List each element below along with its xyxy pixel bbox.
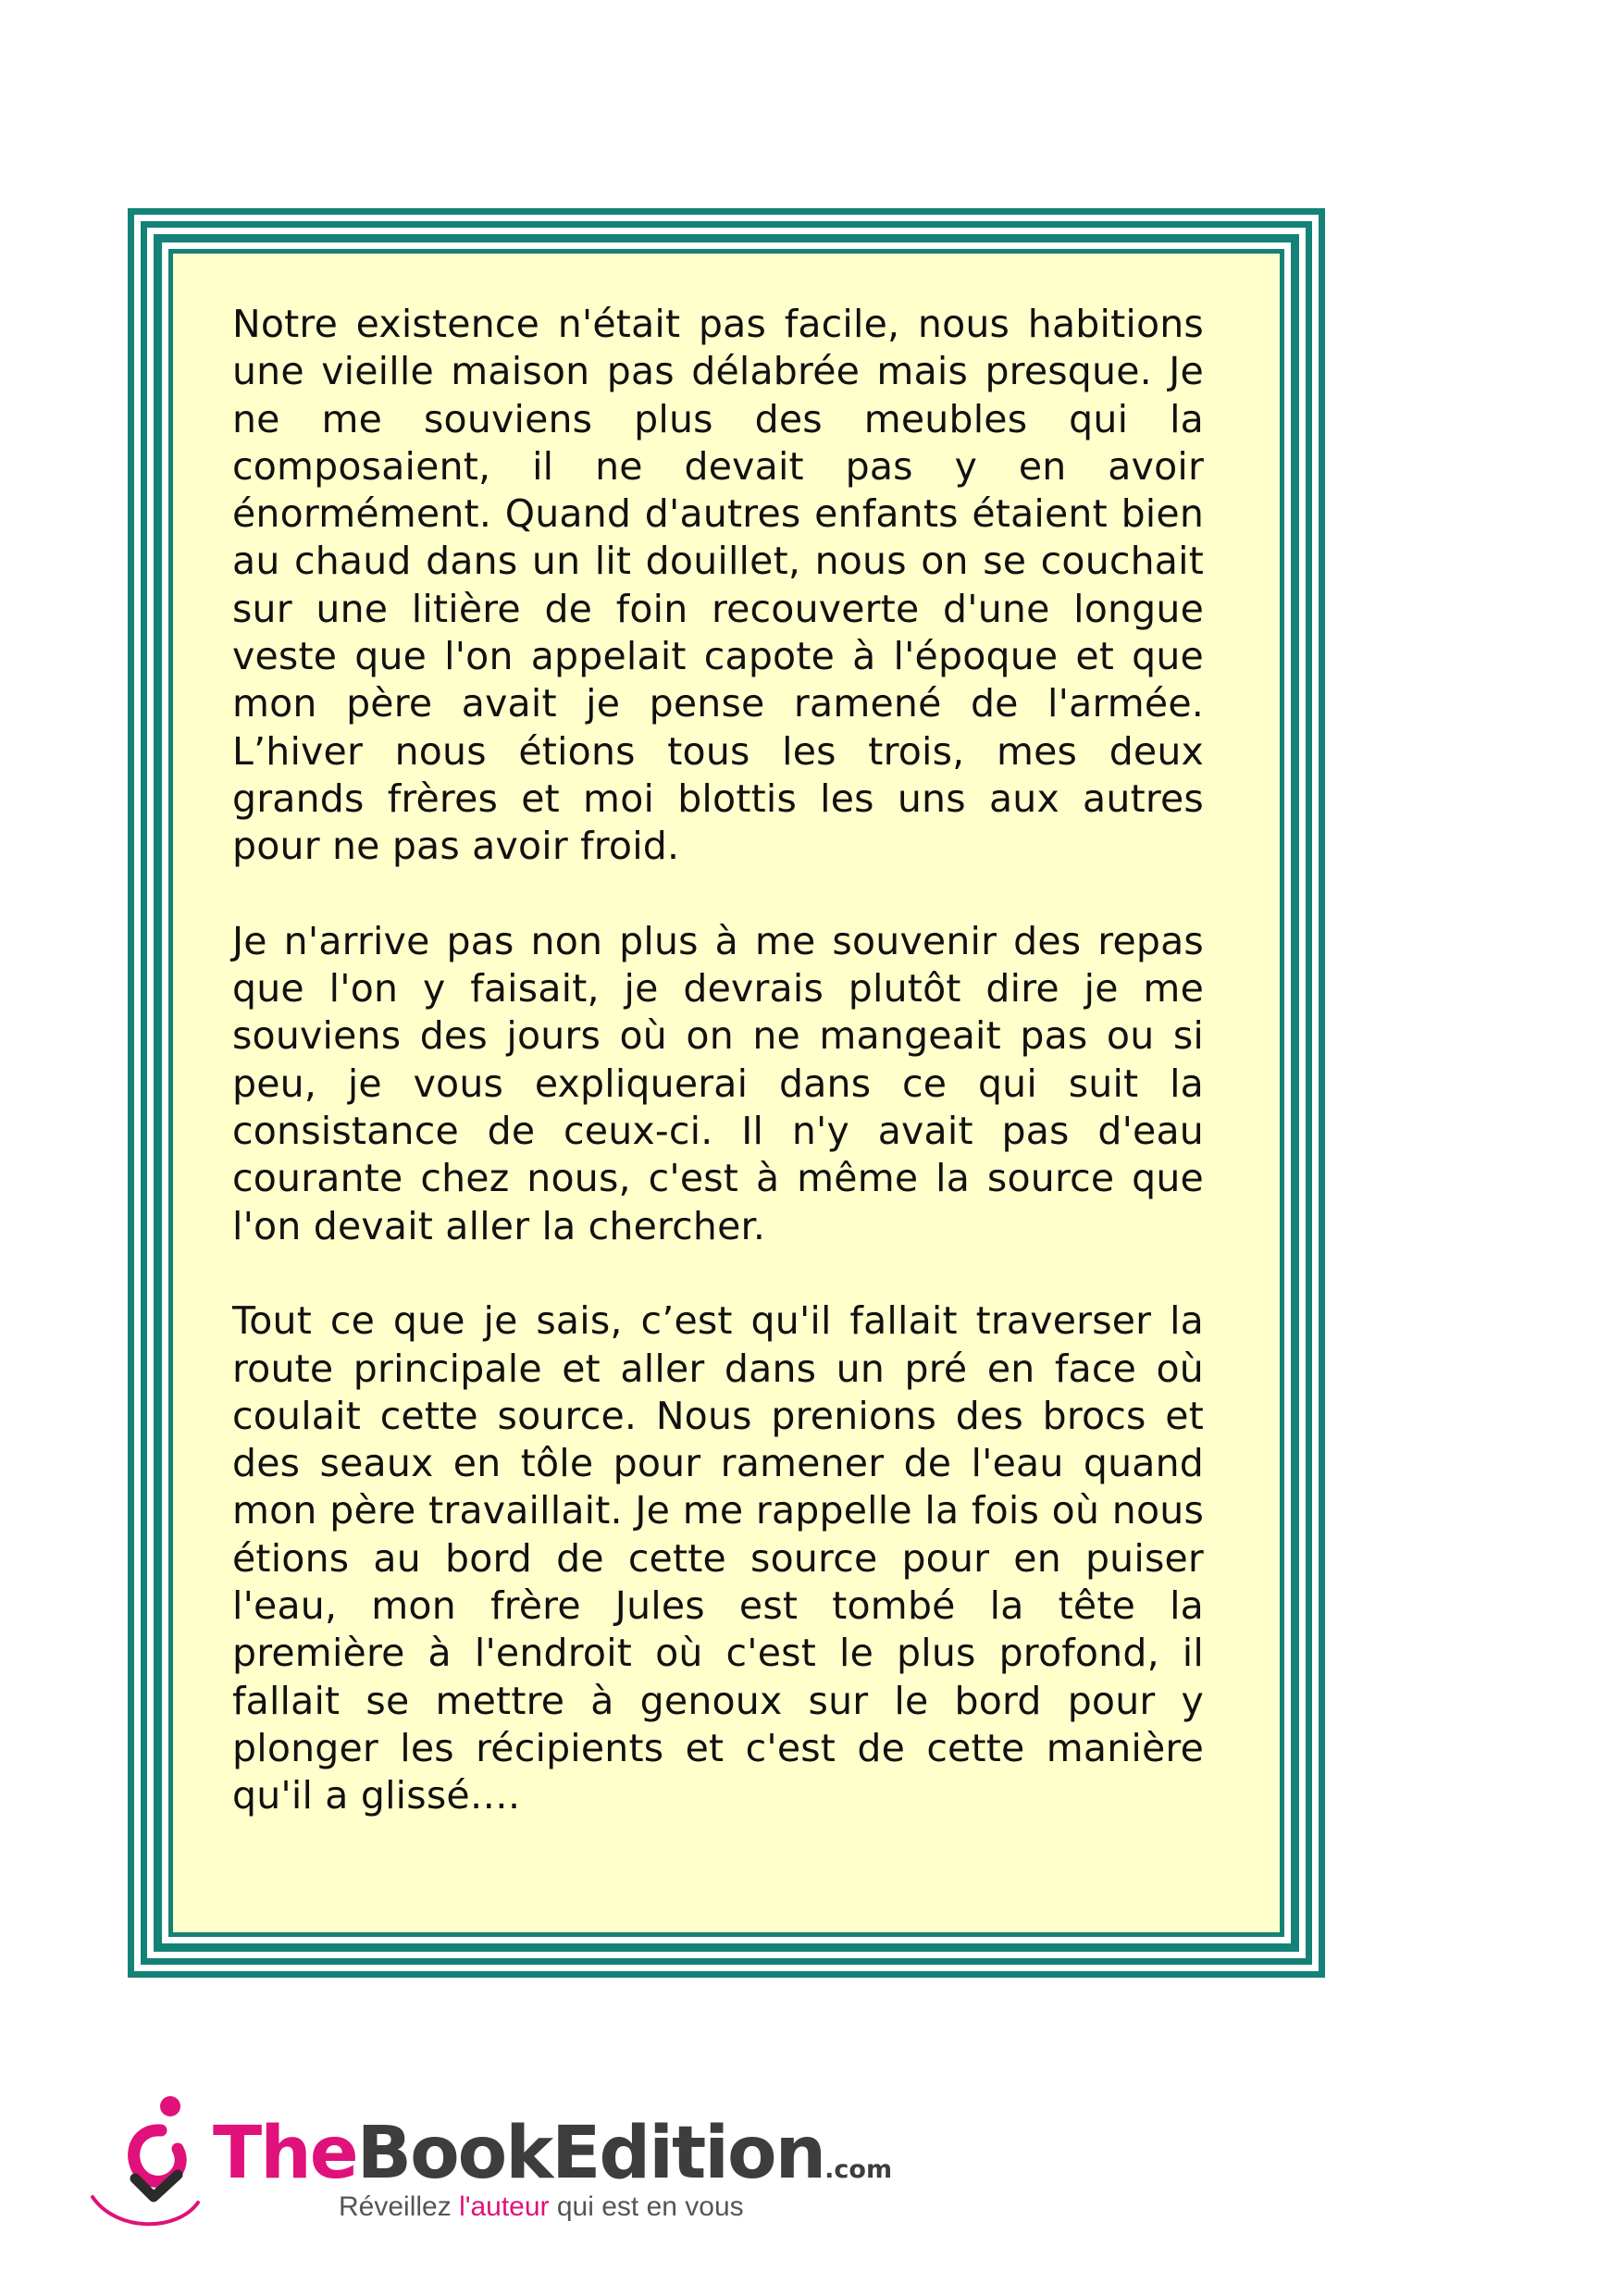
thebookedition-logo: [89, 2093, 893, 2241]
logo-word-bookedition: BookEdition: [356, 2112, 825, 2195]
story-text: [232, 301, 1204, 1820]
tagline-highlight: l'auteur: [459, 2191, 550, 2222]
paragraph-1: Notre existence n'était pas facile, nous habitions une vieille maison pas délabrée mais presque. Je ne me souviens plus des meubles qui la composaient, il ne devait pas y en avoir énormément. Quand d'autres enfants étaient bien au chaud dans un lit douillet, nous on se couchait sur une litière de foin recouverte d'une longue veste que l'on appelait capote à l'époque et que mon père avait je pense ramené de l'armée. L’hiver nous étions tous les trois, mes deux grands frères et moi blottis les uns aux autres pour ne pas avoir froid.: [232, 302, 1204, 869]
tagline-start: Réveillez: [339, 2191, 460, 2222]
logo-word-com: .com: [824, 2155, 893, 2184]
writer-figure-icon: [89, 2093, 209, 2232]
logo-tagline: [339, 2191, 744, 2223]
paragraph-2: Je n'arrive pas non plus à me souvenir des repas que l'on y faisait, je devrais plutôt dire je me souviens des jours où on ne mangeait pas ou si peu, je vous expliquerai dans ce qui suit la consistance de ceux-ci. Il n'y avait pas d'eau courante chez nous, c'est à même la source que l'on devait aller la chercher.: [232, 918, 1204, 1248]
tagline-end: qui est en vous: [549, 2191, 744, 2222]
logo-word-the: The: [213, 2112, 357, 2195]
paragraph-3: Tout ce que je sais, c’est qu'il fallait traverser la route principale et aller dans un pré en face où coulait cette source. Nous prenions des brocs et des seaux en tôle pour ramener de l'eau quand mon père travaillait. Je me rappelle la fois où nous étions au bord de cette source pour en puiser l'eau, mon frère Jules est tombé la tête la première à l'endroit où c'est le plus profond, il fallait se mettre à genoux sur le bord pour y plonger les récipients et c'est de cette manière qu'il a glissé….: [232, 1298, 1204, 1818]
